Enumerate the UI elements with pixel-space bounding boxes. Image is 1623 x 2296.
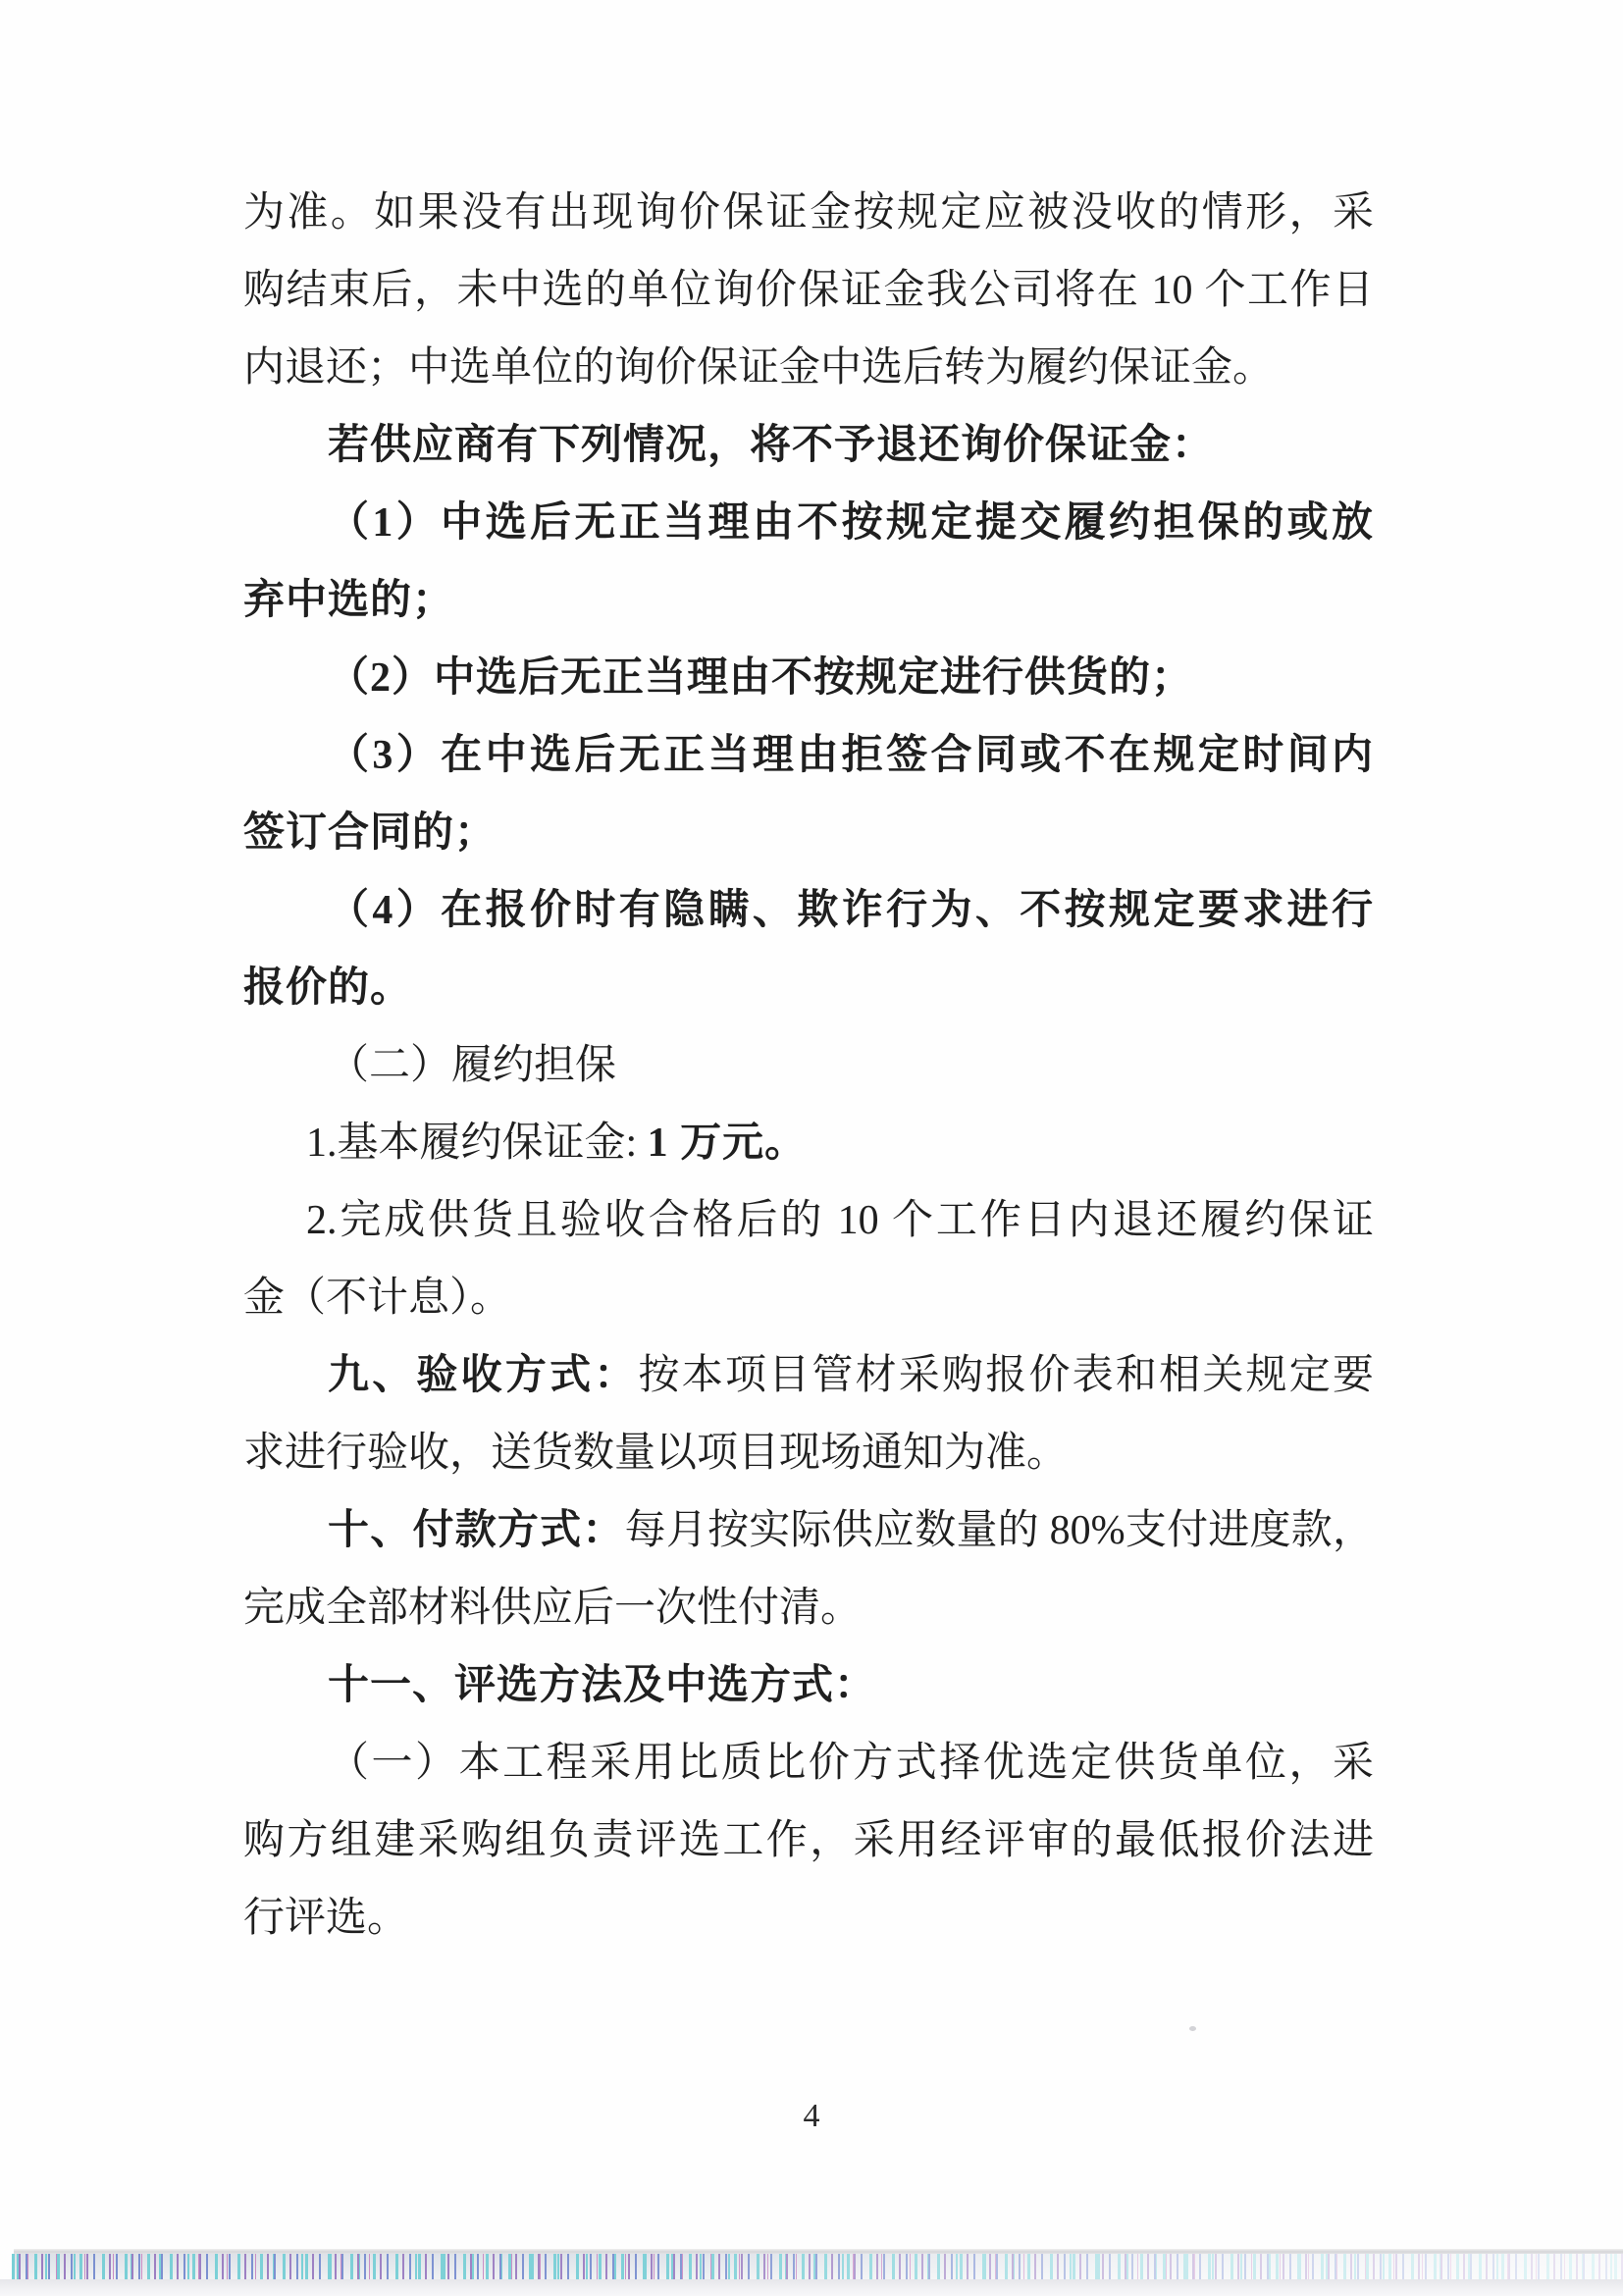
text-line: [243, 1337, 1374, 1415]
scan-speck: [1189, 2026, 1196, 2031]
text-line: [243, 950, 1374, 1027]
text-segment: 1.基本履约保证金:: [306, 1121, 648, 1166]
text-segment: 完成全部材料供应后一次性付清。: [243, 1586, 863, 1631]
text-line: [243, 872, 1374, 950]
bold-text-segment: 1 万元。: [647, 1121, 808, 1166]
text-segment: 行评选。: [243, 1896, 409, 1941]
text-line: [243, 1492, 1374, 1570]
bold-text-segment: （3）在中选后无正当理由拒签合同或不在规定时间内: [328, 733, 1374, 778]
text-line: [243, 1260, 1374, 1337]
text-line: [243, 795, 1374, 872]
text-line: [243, 717, 1374, 795]
bold-text-segment: 报价的。: [243, 965, 413, 1011]
text-segment: 金（不计息）。: [243, 1276, 512, 1321]
text-segment: 为准。如果没有出现询价保证金按规定应被没收的情形，采: [243, 190, 1374, 235]
text-line: [243, 562, 1374, 640]
text-line: [243, 1182, 1374, 1260]
text-segment: 按本项目管材采购报价表和相关规定要: [638, 1353, 1374, 1398]
bold-text-segment: 九、验收方式：: [328, 1353, 639, 1398]
bold-text-segment: 十、付款方式：: [328, 1508, 625, 1553]
text-segment: 购结束后，未中选的单位询价保证金我公司将在 10 个工作日: [243, 268, 1374, 313]
text-segment: 每月按实际供应数量的 80%支付进度款，: [624, 1508, 1374, 1553]
text-line: [243, 1802, 1374, 1880]
text-line: [243, 1647, 1374, 1725]
bold-text-segment: 签订合同的；: [243, 810, 497, 856]
text-line: [243, 407, 1374, 485]
text-line: [243, 1415, 1374, 1492]
text-line: [243, 1570, 1374, 1647]
text-line: [243, 330, 1374, 407]
bold-text-segment: 若供应商有下列情况，将不予退还询价保证金：: [328, 423, 1215, 468]
text-segment: 求进行验收，送货数量以项目现场通知为准。: [243, 1431, 1069, 1476]
text-segment: （一）本工程采用比质比价方式择优选定供货单位，采: [328, 1741, 1374, 1786]
page-number: 4: [803, 2098, 820, 2134]
bold-text-segment: （2）中选后无正当理由不按规定进行供货的；: [328, 655, 1194, 701]
body-text: [243, 175, 1374, 1957]
text-line: [243, 1027, 1374, 1105]
text-line: [243, 1880, 1374, 1957]
scan-noise-band: [12, 2254, 1623, 2279]
bold-text-segment: （1）中选后无正当理由不按规定提交履约担保的或放: [328, 500, 1374, 546]
text-line: [243, 1105, 1374, 1182]
text-line: [243, 640, 1374, 717]
text-line: [243, 1725, 1374, 1802]
scan-fade-band: [0, 2279, 1623, 2296]
text-segment: 内退还；中选单位的询价保证金中选后转为履约保证金。: [243, 345, 1275, 391]
text-segment: （二）履约担保: [328, 1043, 617, 1088]
text-line: [243, 252, 1374, 330]
bold-text-segment: 十一、评选方法及中选方式：: [328, 1663, 877, 1708]
bold-text-segment: （4）在报价时有隐瞒、欺诈行为、不按规定要求进行: [328, 888, 1374, 933]
text-segment: 购方组建采购组负责评选工作，采用经评审的最低报价法进: [243, 1818, 1374, 1863]
text-line: [243, 485, 1374, 562]
bold-text-segment: 弃中选的；: [243, 578, 455, 623]
text-line: [243, 175, 1374, 252]
text-segment: 2.完成供货且验收合格后的 10 个工作日内退还履约保证: [306, 1198, 1374, 1243]
